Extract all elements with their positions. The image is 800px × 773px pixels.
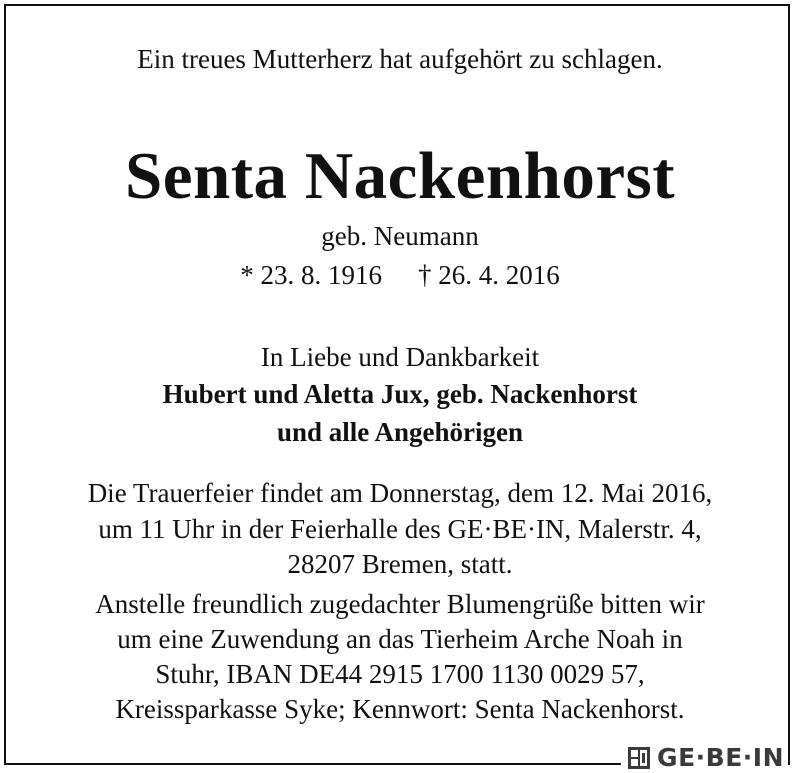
service-line: um 11 Uhr in der Feierhalle des GE·BE·IN, Malerstr. 4, <box>98 514 702 544</box>
maiden-name: geb. Neumann <box>321 221 479 251</box>
deceased-name: Senta Nackenhorst <box>124 139 676 213</box>
intro-text: Ein treues Mutterherz hat aufgehört zu schlagen. <box>137 44 663 74</box>
thanks-line: In Liebe und Dankbarkeit <box>260 342 540 372</box>
signatory-line: Hubert und Aletta Jux, geb. Nackenhorst <box>162 379 638 409</box>
birth-date: * 23. 8. 1916 <box>240 260 382 290</box>
signatory-line: und alle Angehörigen <box>276 417 524 447</box>
life-dates <box>0 260 800 291</box>
donation-line: Kreissparkasse Syke; Kennwort: Senta Nackenhorst. <box>115 694 685 724</box>
logo-text: GE·BE·IN <box>657 743 784 772</box>
donation-line: um eine Zuwendung an das Tierheim Arche Noah in <box>117 624 683 654</box>
service-line: Die Trauerfeier findet am Donnerstag, dem 12. Mai 2016, <box>87 478 713 508</box>
donation-line: Stuhr, IBAN DE44 2915 1700 1130 0029 57, <box>155 659 645 689</box>
donation-line: Anstelle freundlich zugedachter Blumengrüße bitten wir <box>95 589 705 619</box>
gebein-logo <box>621 743 788 773</box>
gebein-logo-icon <box>627 746 651 770</box>
death-date: † 26. 4. 2016 <box>418 260 560 290</box>
service-line: 28207 Bremen, statt. <box>287 549 513 579</box>
